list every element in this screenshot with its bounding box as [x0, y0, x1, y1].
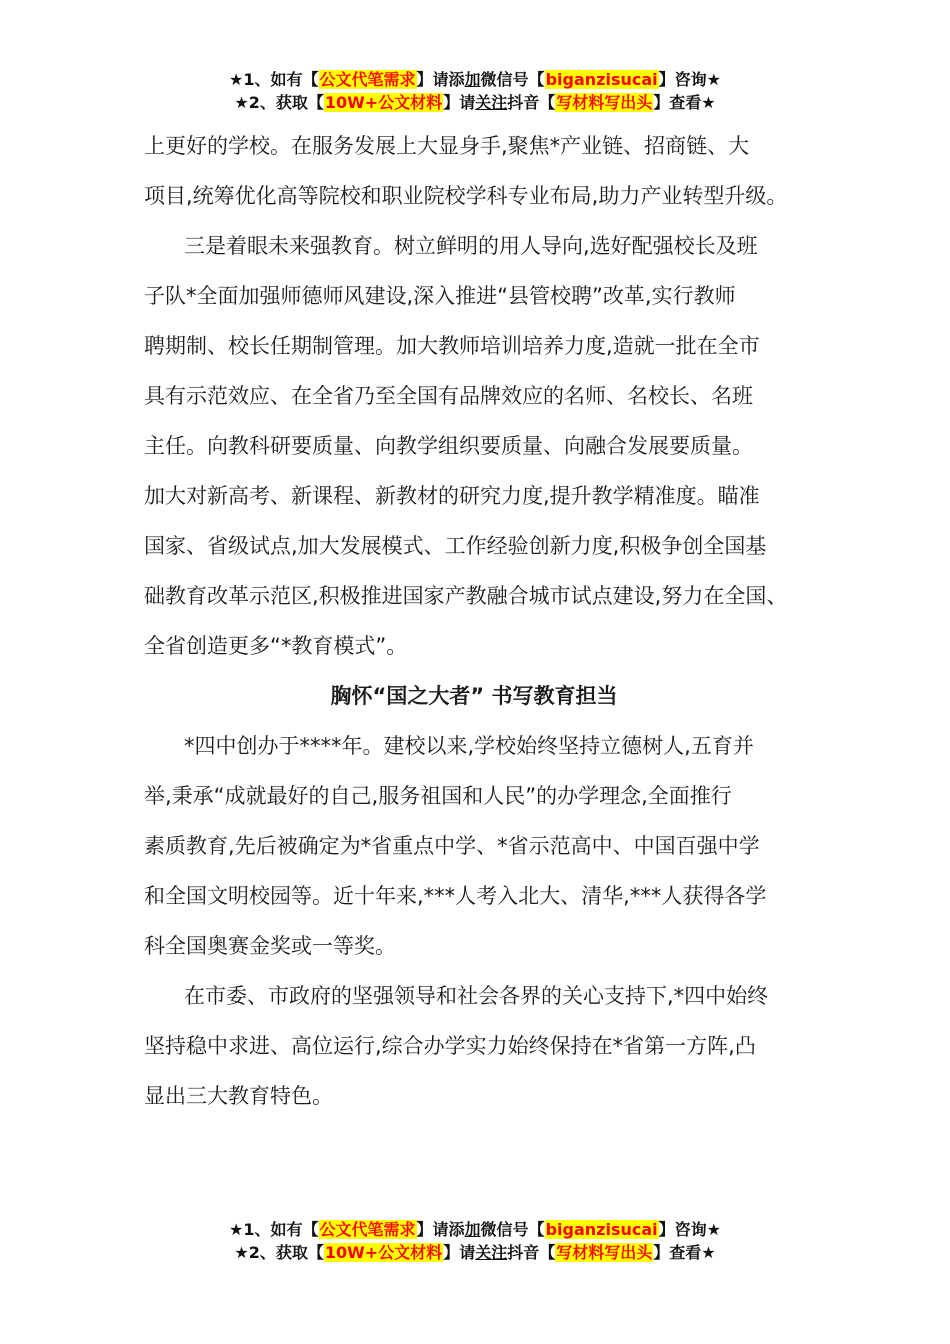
text-line: 主任。向教科研要质量、向教学组织要质量、向融合发展要质量。 [144, 434, 753, 458]
douyin-id: 写材料写出头 [556, 1243, 653, 1262]
text-line: 国家、省级试点,加大发展模式、工作经验创新力度,积极争创全国基 [144, 534, 767, 558]
promo-text: ★1、如有【 [229, 70, 319, 89]
text-line: 加大对新高考、新课程、新教材的研究力度,提升教学精准度。瞄准 [144, 484, 760, 508]
text-line: 聘期制、校长任期制管理。加大教师培训培养力度,造就一批在全市 [144, 334, 760, 358]
promo-line-2 [0, 1241, 950, 1264]
promo-highlight: 10W+公文材料 [324, 1243, 443, 1262]
text-line: 三是着眼未来强教育。树立鲜明的用人导向,选好配强校长及班 [184, 234, 758, 258]
text-line: 在市委、市政府的坚强领导和社会各界的关心支持下,*四中始终 [184, 984, 769, 1008]
promo-text: 】咨询★ [658, 1220, 721, 1239]
promo-text: 抖音【 [507, 93, 556, 112]
promo-text: 抖音【 [507, 1243, 556, 1262]
promo-text: 】咨询★ [658, 70, 721, 89]
promo-text: 微信号【 [480, 1220, 545, 1239]
promo-underline: 加 [464, 70, 481, 89]
promo-text: ★2、获取【 [234, 1243, 324, 1262]
promo-line-2 [0, 91, 950, 114]
text-line: 和全国文明校园等。近十年来,***人考入北大、清华,***人获得各学 [144, 884, 767, 908]
promo-text: 】请添 [416, 70, 465, 89]
text-line: 坚持稳中求进、高位运行,综合办学实力始终保持在*省第一方阵,凸 [144, 1034, 756, 1058]
promo-text: 】请 [443, 1243, 476, 1262]
text-line: 科全国奥赛金奖或一等奖。 [144, 934, 396, 958]
promo-highlight: 10W+公文材料 [324, 93, 443, 112]
footer-promo-banner [0, 1218, 950, 1264]
promo-text: 】请添 [416, 1220, 465, 1239]
promo-underline: 加 [464, 1220, 481, 1239]
text-line: 项目,统筹优化高等院校和职业院校学科专业布局,助力产业转型升级。 [144, 184, 788, 208]
wechat-id: biganzisucai [545, 70, 658, 89]
promo-underline: 关注 [475, 93, 508, 112]
promo-text: 】查看★ [653, 93, 716, 112]
promo-text: 】请 [443, 93, 476, 112]
text-line: 上更好的学校。在服务发展上大显身手,聚焦*产业链、招商链、大 [144, 134, 750, 158]
promo-highlight: 公文代笔需求 [319, 1220, 416, 1239]
promo-highlight: 公文代笔需求 [319, 70, 416, 89]
promo-text: ★1、如有【 [229, 1220, 319, 1239]
promo-text: ★2、获取【 [234, 93, 324, 112]
text-line: 具有示范效应、在全省乃至全国有品牌效应的名师、名校长、名班 [144, 384, 753, 408]
wechat-id: biganzisucai [545, 1220, 658, 1239]
header-promo-banner [0, 68, 950, 114]
section-heading: 胸怀“国之大者” 书写教育担当 [330, 684, 618, 708]
promo-line-1 [0, 1218, 950, 1241]
promo-underline: 关注 [475, 1243, 508, 1262]
text-line: 举,秉承“成就最好的自己,服务祖国和人民”的办学理念,全面推行 [144, 784, 732, 808]
text-line: 显出三大教育特色。 [144, 1084, 333, 1108]
promo-text: 微信号【 [480, 70, 545, 89]
text-line: *四中创办于****年。建校以来,学校始终坚持立德树人,五育并 [184, 734, 754, 758]
text-line: 全省创造更多“*教育模式”。 [144, 634, 408, 658]
promo-text: 】查看★ [653, 1243, 716, 1262]
document-body [144, 121, 834, 1121]
promo-line-1 [0, 68, 950, 91]
douyin-id: 写材料写出头 [556, 93, 653, 112]
text-line: 素质教育,先后被确定为*省重点中学、*省示范高中、中国百强中学 [144, 834, 760, 858]
text-line: 础教育改革示范区,积极推进国家产教融合城市试点建设,努力在全国、 [144, 584, 788, 608]
text-line: 子队*全面加强师德师风建设,深入推进“县管校聘”改革,实行教师 [144, 284, 736, 308]
